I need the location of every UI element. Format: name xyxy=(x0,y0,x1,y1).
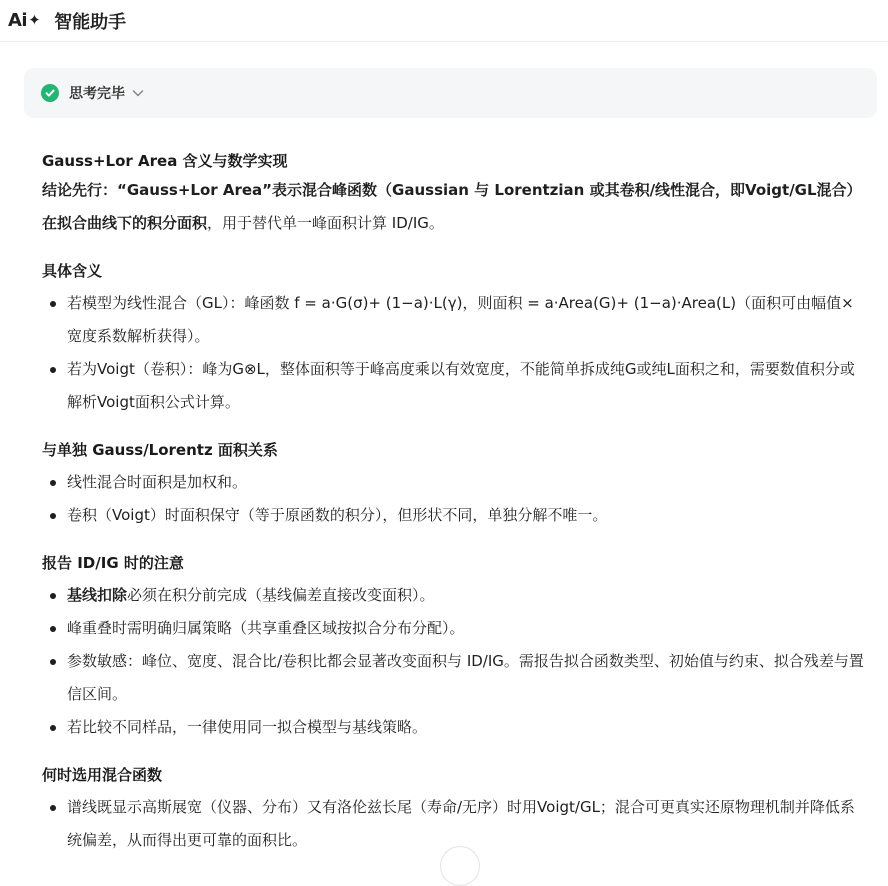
top-bar xyxy=(0,0,888,42)
scroll-down-button[interactable] xyxy=(440,846,480,886)
answer-title: Gauss+Lor Area 含义与数学实现 xyxy=(42,152,288,170)
bullet-list xyxy=(42,579,864,744)
thinking-status-label: 思考完毕 xyxy=(69,86,125,102)
list-item-text: 谱线既显示高斯展宽（仪器、分布）又有洛伦兹长尾（寿命/无序）时用Voigt/GL；混合可更真实还原物理机制并降低系统偏差，从而得出更可靠的面积比。 xyxy=(67,798,855,849)
list-item xyxy=(42,287,864,353)
check-circle-icon xyxy=(41,84,59,102)
section-heading: 报告 ID/IG 时的注意 xyxy=(42,554,184,572)
answer-section xyxy=(42,552,864,744)
list-item xyxy=(42,466,864,499)
logo-text: Ai xyxy=(8,10,28,31)
list-item-text: 卷积（Voigt）时面积保守（等于原函数的积分），但形状不同，单独分解不唯一。 xyxy=(67,506,608,524)
chevron-down-icon[interactable] xyxy=(131,86,145,100)
app-title: 智能助手 xyxy=(54,11,127,33)
section-heading: 何时选用混合函数 xyxy=(42,766,163,784)
thinking-toggle[interactable] xyxy=(24,68,877,118)
bullet-list xyxy=(42,466,864,532)
conclusion-bold: 结论先行：“Gauss+Lor Area”表示混合峰函数（Gaussian 与 Lorentzian 或其卷积/线性混合，即Voigt/GL混合）在拟合曲线下的积分面积 xyxy=(42,181,862,232)
bullet-list xyxy=(42,287,864,419)
sparkle-icon: ✦ xyxy=(28,10,41,29)
list-item-text: 峰重叠时需明确归属策略（共享重叠区域按拟合分布分配）。 xyxy=(67,619,465,637)
list-item-text: 线性混合时面积是加权和。 xyxy=(67,473,248,491)
list-item-bold: 基线扣除 xyxy=(67,586,128,604)
conclusion-rest: ，用于替代单一峰面积计算 ID/IG。 xyxy=(207,214,444,232)
list-item xyxy=(42,711,864,744)
list-item xyxy=(42,499,864,532)
app-logo xyxy=(8,10,40,31)
section-heading: 具体含义 xyxy=(42,262,103,280)
answer-section xyxy=(42,439,864,532)
answer-section xyxy=(42,260,864,419)
list-item xyxy=(42,353,864,419)
answer-content xyxy=(42,148,864,857)
conclusion-paragraph xyxy=(42,174,864,240)
list-item-text: 若模型为线性混合（GL）：峰函数 f = a·G(σ)+ (1−a)·L(γ)，则面积 = a·Area(G)+ (1−a)·Area(L)（面积可由幅值×宽度系数解析获得）。 xyxy=(67,294,854,345)
list-item-text: 若比较不同样品，一律使用同一拟合模型与基线策略。 xyxy=(67,718,428,736)
answer-section xyxy=(42,764,864,857)
list-item-text: 必须在积分前完成（基线偏差直接改变面积）。 xyxy=(127,586,435,604)
list-item xyxy=(42,612,864,645)
list-item-text: 参数敏感：峰位、宽度、混合比/卷积比都会显著改变面积与 ID/IG。需报告拟合函数类型、初始值与约束、拟合残差与置信区间。 xyxy=(67,652,864,703)
list-item xyxy=(42,579,864,612)
list-item-text: 若为Voigt（卷积）：峰为G⊗L，整体面积等于峰高度乘以有效宽度，不能简单拆成纯G或纯L面积之和，需要数值积分或解析Voigt面积公式计算。 xyxy=(67,360,855,411)
list-item xyxy=(42,645,864,711)
section-heading: 与单独 Gauss/Lorentz 面积关系 xyxy=(42,441,278,459)
